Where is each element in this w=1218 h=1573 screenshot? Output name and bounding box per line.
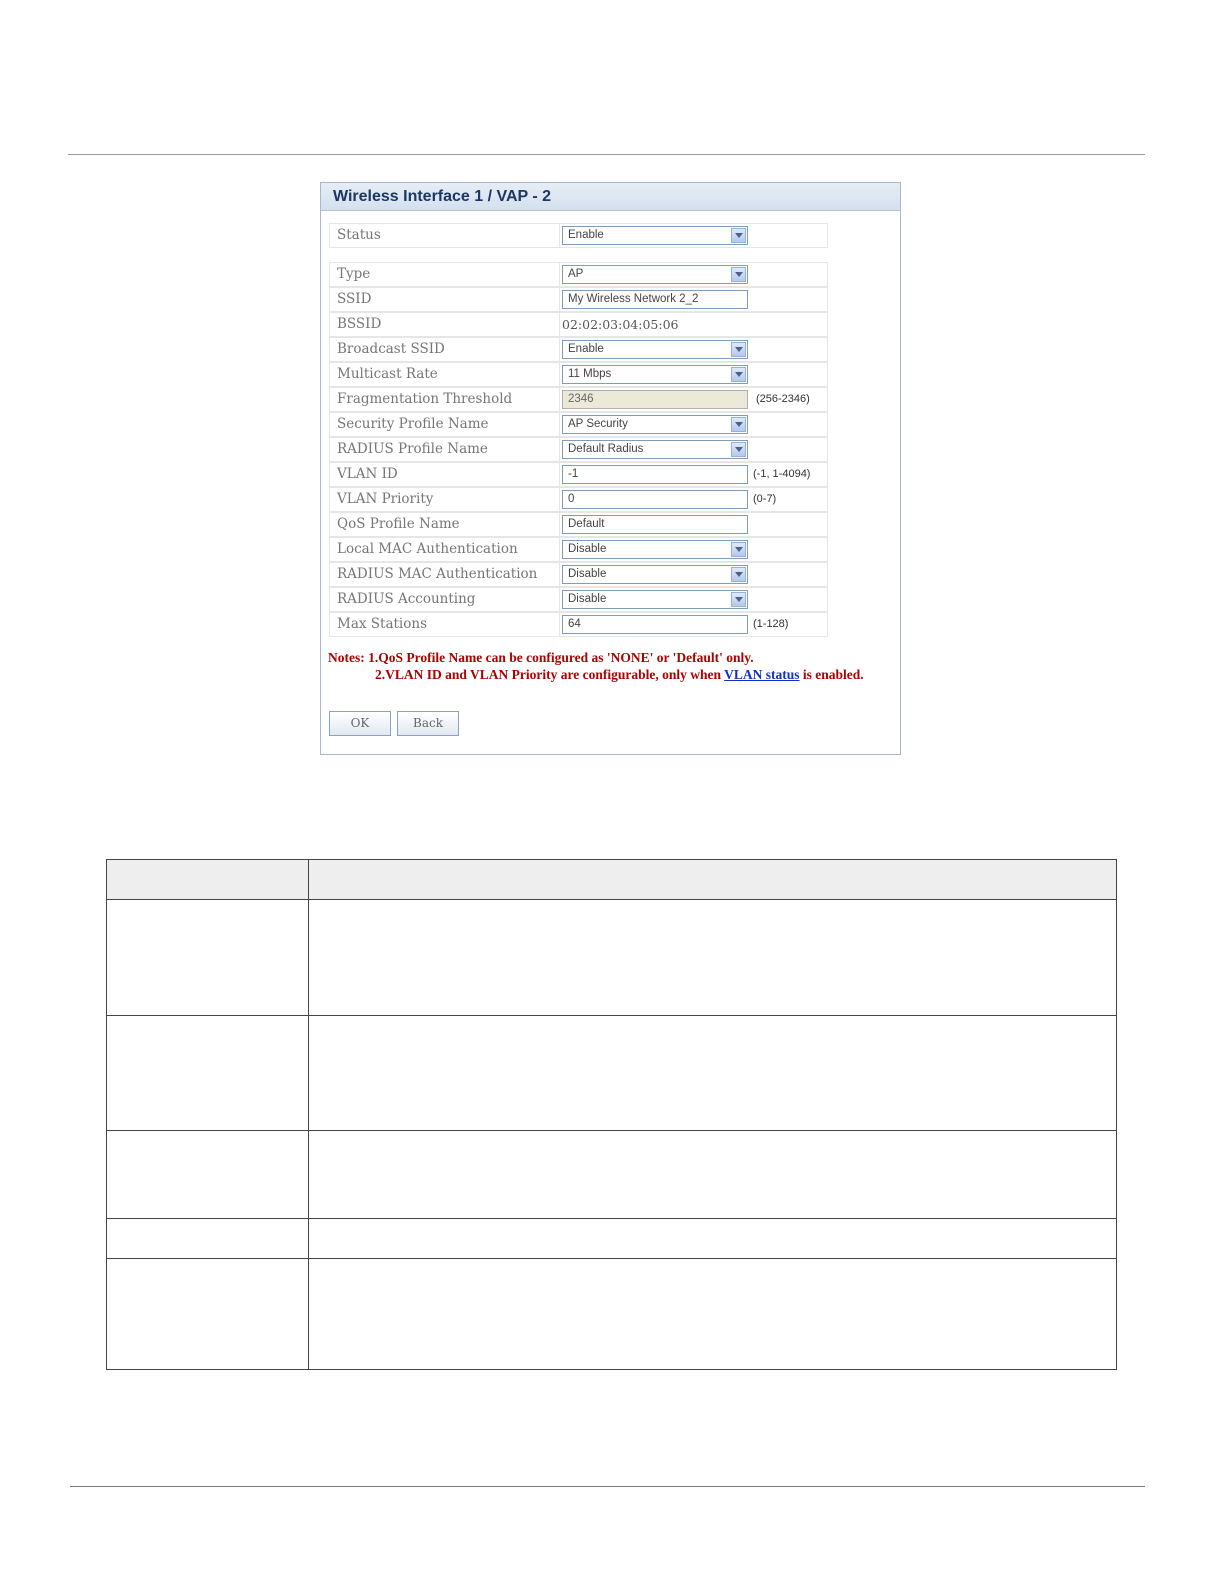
broadcast-ssid-select[interactable]: Enable [562,340,748,359]
note-1: Notes: 1.QoS Profile Name can be configured as 'NONE' or 'Default' only. [328,650,754,665]
row-security-profile [329,412,828,437]
row-type [329,262,828,287]
table-cell [309,1016,1117,1131]
vlan-priority-hint: (0-7) [753,493,777,505]
chevron-down-icon[interactable] [731,542,746,557]
type-select[interactable]: AP [562,265,748,284]
chevron-down-icon[interactable] [731,567,746,582]
row-vlan-priority [329,487,828,512]
bssid-label: BSSID [330,313,560,336]
fragmentation-threshold-label: Fragmentation Threshold [330,388,560,411]
row-qos-profile [329,512,828,537]
row-broadcast-ssid [329,337,828,362]
table-cell [107,1219,309,1259]
vlan-id-input[interactable]: -1 [562,465,748,484]
local-mac-auth-label: Local MAC Authentication [330,538,560,561]
table-cell [107,1016,309,1131]
table-cell [309,1219,1117,1259]
table-header-cell [107,860,309,900]
max-stations-label: Max Stations [330,613,560,636]
row-max-stations [329,612,828,637]
table-row [107,1219,1117,1259]
table-header-cell [309,860,1117,900]
security-profile-label: Security Profile Name [330,413,560,436]
table-row [107,900,1117,1016]
chevron-down-icon[interactable] [731,442,746,457]
max-stations-hint: (1-128) [753,618,789,630]
bssid-value: 02:02:03:04:05:06 [562,317,679,332]
row-status [329,223,828,248]
row-radius-profile [329,437,828,462]
table-cell [309,900,1117,1016]
max-stations-input[interactable]: 64 [562,615,748,634]
radius-profile-select[interactable]: Default Radius [562,440,748,459]
note-2: 2.VLAN ID and VLAN Priority are configurable, only when VLAN status is enabled. [375,666,864,682]
broadcast-ssid-label: Broadcast SSID [330,338,560,361]
local-mac-auth-select[interactable]: Disable [562,540,748,559]
multicast-rate-select[interactable]: 11 Mbps [562,365,748,384]
qos-profile-input[interactable]: Default [562,515,748,534]
status-select[interactable]: Enable [562,226,748,245]
row-local-mac-auth [329,537,828,562]
radius-accounting-label: RADIUS Accounting [330,588,560,611]
chevron-down-icon[interactable] [731,367,746,382]
chevron-down-icon[interactable] [731,417,746,432]
row-bssid [329,312,828,337]
description-table [106,859,1117,1370]
status-label: Status [330,224,560,247]
panel-title: Wireless Interface 1 / VAP - 2 [321,183,900,211]
row-radius-accounting [329,587,828,612]
qos-profile-label: QoS Profile Name [330,513,560,536]
vlan-id-hint: (-1, 1-4094) [753,468,811,480]
chevron-down-icon[interactable] [731,228,746,243]
vap-config-panel [320,182,901,755]
table-cell [309,1259,1117,1370]
vlan-priority-input[interactable]: 0 [562,490,748,509]
fragmentation-threshold-input: 2346 [562,390,748,409]
type-label: Type [330,263,560,286]
bottom-divider [70,1486,1145,1487]
top-divider [68,154,1145,155]
ssid-label: SSID [330,288,560,311]
radius-mac-auth-label: RADIUS MAC Authentication [330,563,560,586]
chevron-down-icon[interactable] [731,267,746,282]
ok-button[interactable]: OK [329,711,391,736]
radius-accounting-select[interactable]: Disable [562,590,748,609]
radius-profile-label: RADIUS Profile Name [330,438,560,461]
table-cell [107,1259,309,1370]
table-row [107,1259,1117,1370]
fragmentation-threshold-hint: (256-2346) [756,393,810,405]
notes [328,650,893,683]
vlan-id-label: VLAN ID [330,463,560,486]
security-profile-select[interactable]: AP Security [562,415,748,434]
row-ssid [329,287,828,312]
radius-mac-auth-select[interactable]: Disable [562,565,748,584]
table-cell [107,1131,309,1219]
ssid-input[interactable]: My Wireless Network 2_2 [562,290,748,309]
multicast-rate-label: Multicast Rate [330,363,560,386]
chevron-down-icon[interactable] [731,342,746,357]
chevron-down-icon[interactable] [731,592,746,607]
back-button[interactable]: Back [397,711,459,736]
vlan-priority-label: VLAN Priority [330,488,560,511]
row-radius-mac-auth [329,562,828,587]
table-row [107,1131,1117,1219]
table-header-row [107,860,1117,900]
row-fragmentation-threshold [329,387,828,412]
vlan-status-link[interactable]: VLAN status [724,666,800,682]
table-cell [309,1131,1117,1219]
row-multicast-rate [329,362,828,387]
row-vlan-id [329,462,828,487]
table-cell [107,900,309,1016]
table-row [107,1016,1117,1131]
